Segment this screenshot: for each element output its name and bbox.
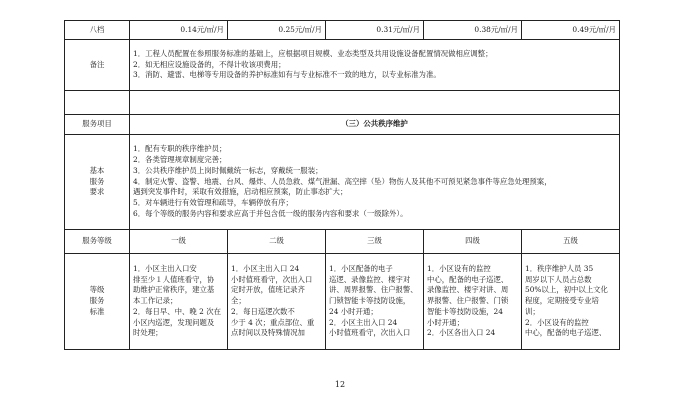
level-name: 一级 [130,230,228,254]
tier-label: 八档 [65,21,130,40]
level-name: 五级 [522,230,620,254]
levels-row [65,230,620,254]
section-title: （三）公共秩序维护 [130,115,620,135]
requirement-line: 5．对车辆进行有效管理和疏导，车辆停放有序； [133,198,293,208]
level-2-standard: 1．小区主出入口 24 小时值班看守，次出入口 定时开放，值班记录齐 全； 2．每日巡逻次数不 少于 4 次；重点部位、重 点时间以及特殊情况加 [228,254,326,350]
price-cell: 0.25元/㎡/月 [228,21,326,40]
level-1-standard: 1．小区主出入口安 排至少１人值班看守，协 助维护正常秩序，建立基 本工作记录； 2．每日早、中、晚 2 次在 小区内巡逻，发现问题及 时处理； [130,254,228,350]
service-level-label: 服务等级 [65,230,130,254]
requirement-line: 遇到突发事件时，采取有效措施，启动相应预案，防止事态扩大； [133,187,348,197]
standards-row [65,254,620,350]
note-line: 1．工程人员配置在参照服务标准的基础上，应根据项目规模、业态类型及共用设施设备配置情况做相应调整； [133,48,493,58]
price-cell: 0.31元/㎡/月 [326,21,424,40]
standards-label: 等级 服务 标准 [65,254,130,350]
top-price-row [65,21,620,40]
notes-label: 备注 [65,40,130,91]
level-4-standard: 1．小区设有的监控 中心，配备的电子巡逻、 录像监控、楼宇对讲、周 界报警、住户报警、门锁 智能卡等技防设施，24 小时开通； 2．小区各出入口 24 [424,254,522,350]
requirements-content [130,135,620,230]
requirement-line: 4．制定火警、盗警、地震、台风、爆炸、人员急救、煤气泄漏、高空摔（坠）物伤人及其他不可预见紧急事件等应急处理预案， [133,176,552,186]
requirement-line: 1．配有专职的秩序维护员； [133,144,227,154]
blank-row [65,91,620,115]
level-name: 二级 [228,230,326,254]
note-line: 3．消防、避雷、电梯等专用设备的养护标准如有与专业标准不一致的地方，以专业标准为准。 [133,70,441,80]
price-cell: 0.38元/㎡/月 [424,21,522,40]
level-3-standard: 1．小区配备的电子 巡逻、录像监控、楼宇对 讲、周界报警、住户报警、 门锁智能卡等技防设施， 24 小时开通； 2．小区主出入口 24 小时值班看守，次出入口 [326,254,424,350]
requirements-row [65,135,620,230]
section-row [65,115,620,135]
note-line: 2．如无相应设施设备的，不得计收该项费用； [133,59,286,69]
requirement-line: 6．每个等级的服务内容和要求应高于并包含低一级的服务内容和要求（一级除外）。 [133,208,408,218]
level-5-standard: 1．秩序维护人员 35 周岁以下人员占总数 50%以上，初中以上文化 程度，定期接受专业培 训； 2．小区设有的监控 中心，配备的电子巡逻、 [522,254,620,350]
service-standard-table [64,20,620,350]
service-item-label: 服务项目 [65,115,130,135]
page-number: 12 [334,380,346,389]
notes-row [65,40,620,91]
price-cell: 0.49元/㎡/月 [522,21,620,40]
level-name: 三级 [326,230,424,254]
requirement-line: 3．公共秩序维护员上岗时佩戴统一标志，穿戴统一服装； [133,165,323,175]
requirements-label: 基本 服务 要求 [65,135,130,230]
price-cell: 0.14元/㎡/月 [130,21,228,40]
requirement-line: 2．各类管理规章制度完善； [133,155,227,165]
notes-content [130,40,620,91]
level-name: 四级 [424,230,522,254]
